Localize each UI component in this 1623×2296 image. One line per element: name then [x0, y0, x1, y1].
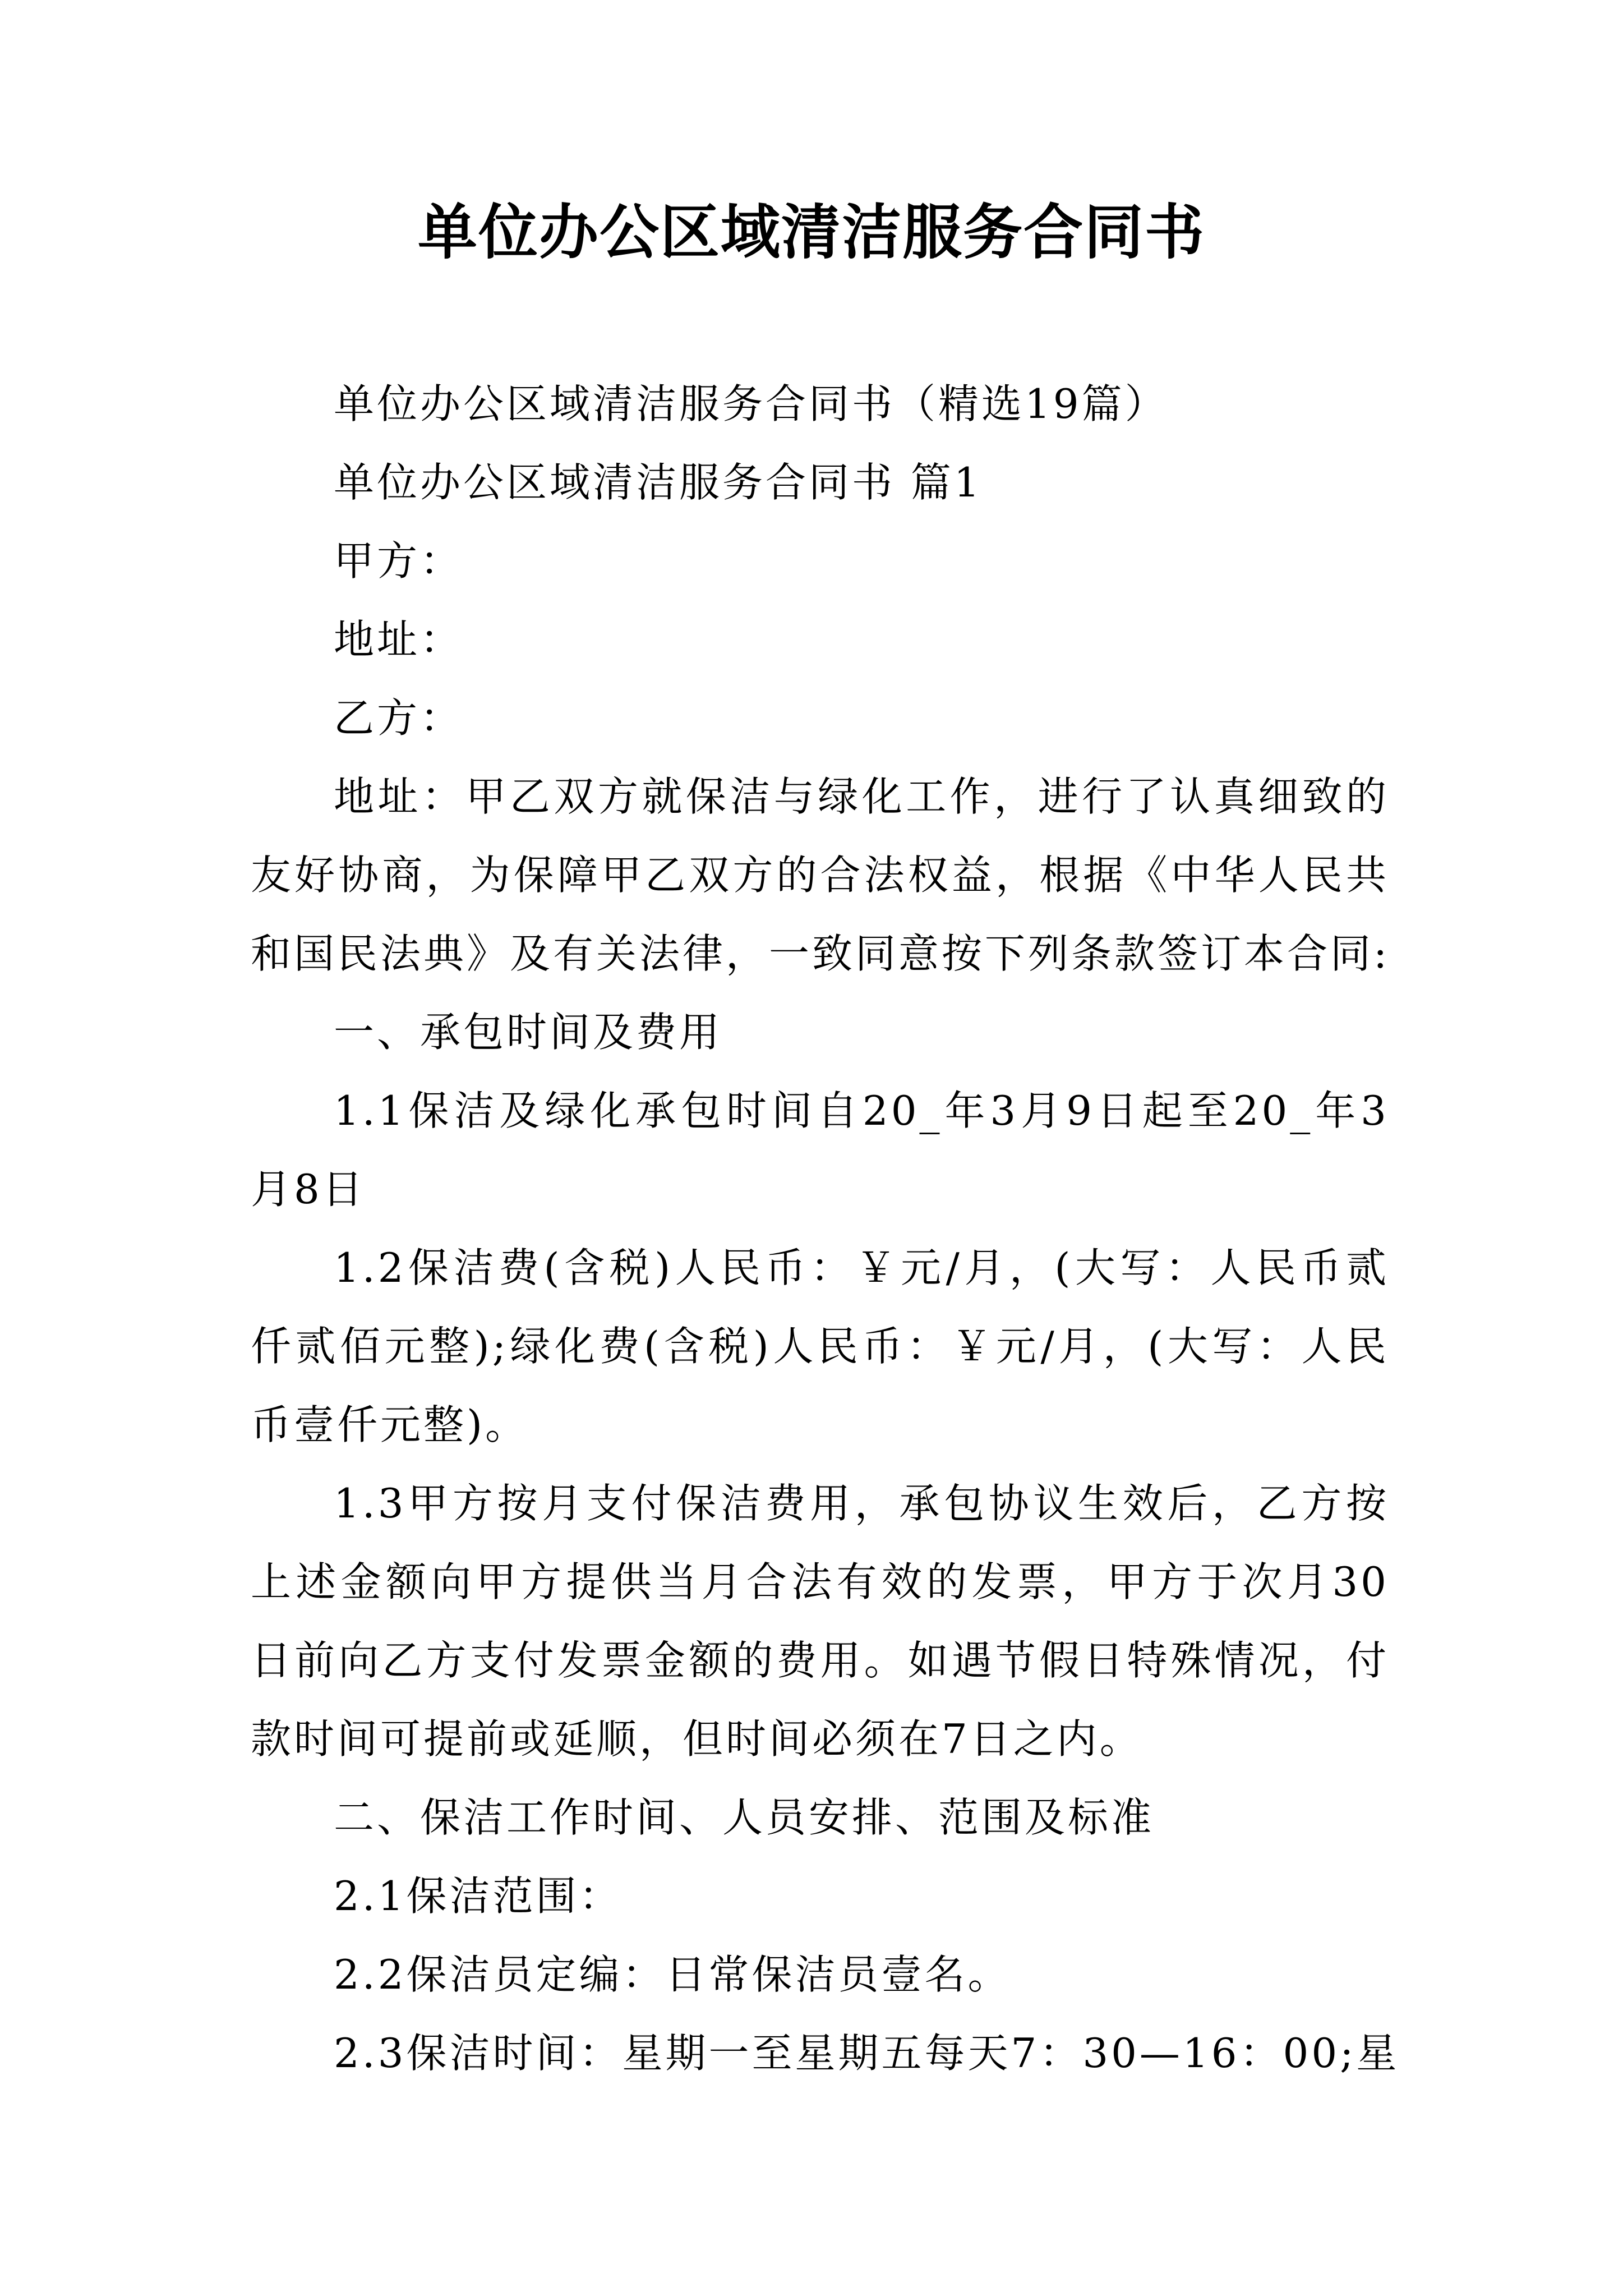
clause-line: 2.1保洁范围： [334, 1872, 623, 1920]
document-title: 单位办公区域清洁服务合同书 [418, 198, 1205, 267]
address-a-line: 地址： [334, 616, 464, 663]
party-a-line: 甲方： [334, 537, 464, 585]
subtitle-line: 单位办公区域清洁服务合同书（精选19篇） [334, 380, 1168, 427]
party-b-line: 乙方： [334, 694, 464, 742]
paragraph-line: 友好协商，为保障甲乙双方的合法权益，根据《中华人民共 [251, 852, 1389, 899]
clause-line: 日前向乙方支付发票金额的费用。如遇节假日特殊情况，付 [251, 1637, 1389, 1684]
clause-line: 1.1保洁及绿化承包时间自20_年3月9日起至20_年3 [334, 1087, 1389, 1134]
clause-heading-line: 二、保洁工作时间、人员安排、范围及标准 [334, 1794, 1155, 1841]
clause-line: 仟贰佰元整);绿化费(含税)人民币：￥元/月，(大写：人民 [251, 1323, 1389, 1370]
section-heading-line: 单位办公区域清洁服务合同书 篇1 [334, 459, 983, 506]
paragraph-line: 和国民法典》及有关法律，一致同意按下列条款签订本合同: [251, 930, 1390, 977]
clause-line: 2.3保洁时间：星期一至星期五每天7：30—16：00;星 [334, 2030, 1400, 2077]
clause-line: 币壹仟元整)。 [251, 1401, 529, 1448]
clause-line: 上述金额向甲方提供当月合法有效的发票，甲方于次月30 [251, 1558, 1389, 1605]
clause-line: 1.3甲方按月支付保洁费用，承包协议生效后，乙方按 [334, 1480, 1389, 1527]
paragraph-line: 地址：甲乙双方就保洁与绿化工作，进行了认真细致的 [334, 773, 1389, 820]
document-body [251, 365, 1400, 2092]
clause-line: 1.2保洁费(含税)人民币：￥元/月，(大写：人民币贰 [334, 1244, 1389, 1291]
clause-line: 2.2保洁员定编：日常保洁员壹名。 [334, 1951, 1011, 1998]
clause-heading-line: 一、承包时间及费用 [334, 1009, 723, 1056]
clause-line: 款时间可提前或延顺，但时间必须在7日之内。 [251, 1715, 1143, 1763]
clause-line: 月8日 [251, 1166, 366, 1213]
